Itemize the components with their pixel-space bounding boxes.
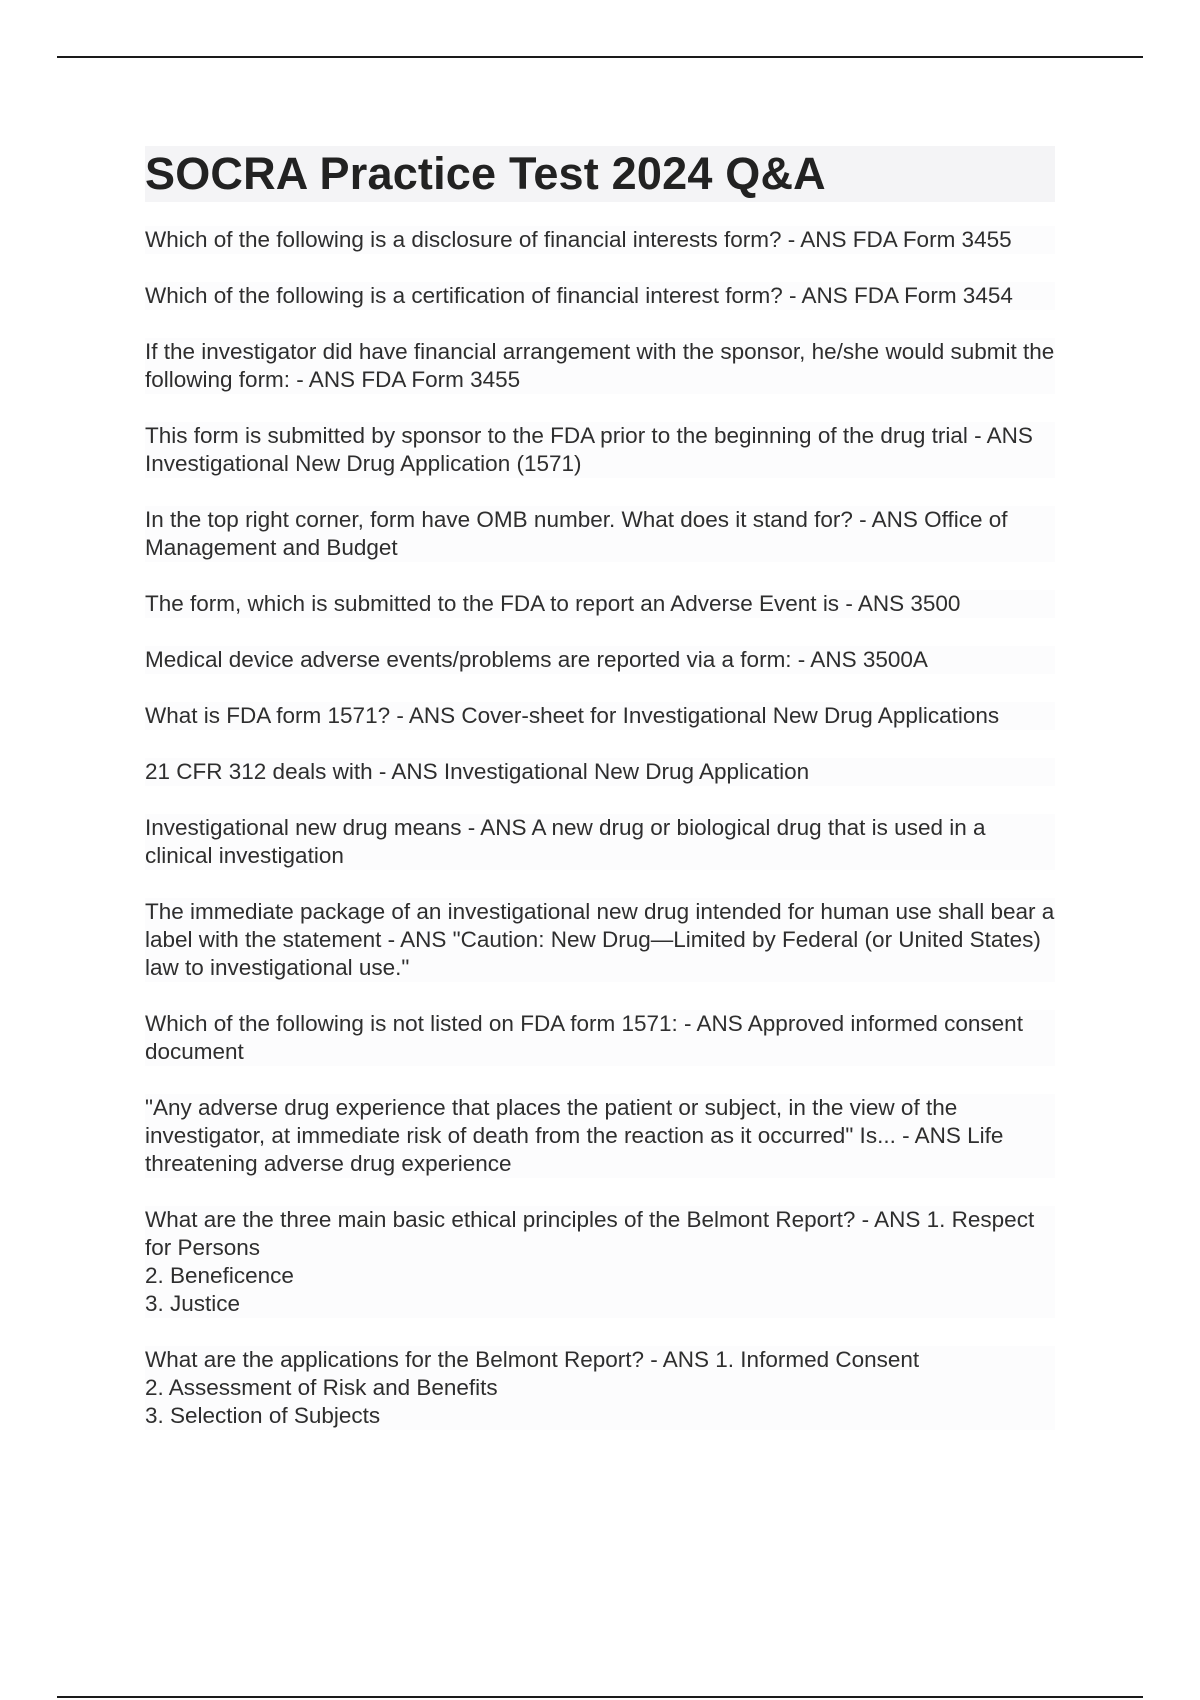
qa-item (145, 226, 1055, 254)
qa-item (145, 758, 1055, 786)
qa-text: What are the applications for the Belmont Report? - ANS 1. Informed Consent (145, 1347, 920, 1372)
qa-text: 21 CFR 312 deals with - ANS Investigational New Drug Application (145, 759, 810, 784)
qa-item (145, 1010, 1055, 1066)
qa-text: This form is submitted by sponsor to the FDA prior to the beginning of the drug trial - ANS Investigational New Drug Application (1571) (145, 423, 1033, 476)
qa-text: In the top right corner, form have OMB number. What does it stand for? - ANS Office of Management and Budget (145, 507, 1008, 560)
qa-list (145, 226, 1055, 1430)
qa-item (145, 282, 1055, 310)
qa-text: Investigational new drug means - ANS A new drug or biological drug that is used in a clinical investigation (145, 815, 986, 868)
bottom-rule (57, 1696, 1143, 1698)
qa-item (145, 1346, 1055, 1430)
qa-text: What are the three main basic ethical principles of the Belmont Report? - ANS 1. Respect for Persons (145, 1207, 1035, 1260)
qa-text: Which of the following is not listed on FDA form 1571: - ANS Approved informed consent document (145, 1011, 1023, 1064)
qa-answer-line: 2. Beneficence (145, 1263, 294, 1288)
qa-item (145, 898, 1055, 982)
qa-text: The immediate package of an investigational new drug intended for human use shall bear a label with the statement - ANS "Caution: New Drug—Limited by Federal (or United States) law to investigational use." (145, 899, 1055, 980)
qa-text: Medical device adverse events/problems are reported via a form: - ANS 3500A (145, 647, 928, 672)
qa-item (145, 646, 1055, 674)
qa-text: Which of the following is a certification of financial interest form? - ANS FDA Form 3454 (145, 283, 1013, 308)
qa-item (145, 702, 1055, 730)
qa-item (145, 590, 1055, 618)
qa-answer-line: 3. Justice (145, 1291, 241, 1316)
qa-text: If the investigator did have financial arrangement with the sponsor, he/she would submit the following form: - ANS FDA Form 3455 (145, 339, 1055, 392)
qa-answer-line: 2. Assessment of Risk and Benefits (145, 1375, 498, 1400)
qa-item (145, 506, 1055, 562)
qa-item (145, 814, 1055, 870)
document-title: SOCRA Practice Test 2024 Q&A (145, 146, 1055, 202)
qa-item (145, 1094, 1055, 1178)
qa-item (145, 422, 1055, 478)
top-rule (57, 56, 1143, 58)
document-body (145, 146, 1055, 1458)
qa-item (145, 1206, 1055, 1318)
qa-text: The form, which is submitted to the FDA to report an Adverse Event is - ANS 3500 (145, 591, 961, 616)
qa-text: Which of the following is a disclosure of financial interests form? - ANS FDA Form 3455 (145, 227, 1012, 252)
qa-item (145, 338, 1055, 394)
qa-text: "Any adverse drug experience that places the patient or subject, in the view of the investigator, at immediate risk of death from the reaction as it occurred" Is... - ANS Life threatening adverse drug experience (145, 1095, 1004, 1176)
qa-text: What is FDA form 1571? - ANS Cover-sheet for Investigational New Drug Applications (145, 703, 1000, 728)
qa-answer-line: 3. Selection of Subjects (145, 1403, 381, 1428)
